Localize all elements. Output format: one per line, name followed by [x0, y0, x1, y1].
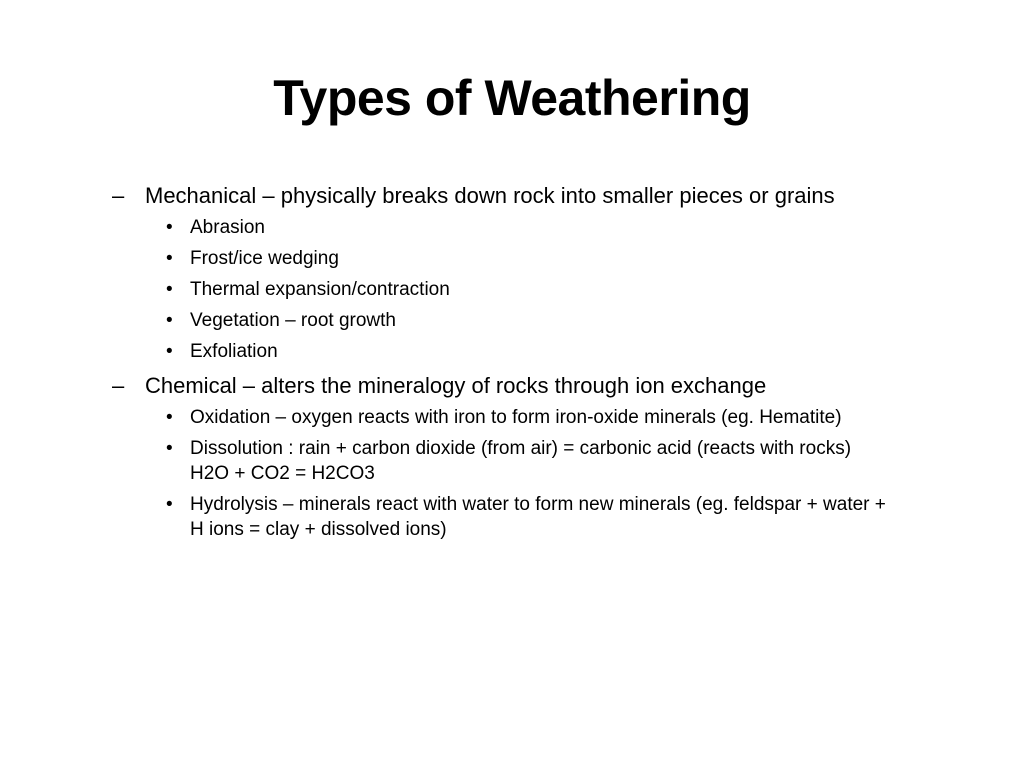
list-item-text: Vegetation – root growth: [190, 310, 396, 331]
list-item: [112, 492, 890, 542]
bullet-marker: •: [166, 248, 173, 269]
list-item-text: Dissolution : rain + carbon dioxide (from air) = carbonic acid (reacts with rocks) H2O + CO2 = H2CO3: [190, 438, 852, 484]
dash-marker: –: [112, 373, 125, 398]
list-item: [112, 308, 890, 333]
list-item: [112, 436, 890, 486]
list-item-text: Hydrolysis – minerals react with water to form new minerals (eg. feldspar + water + H ions = clay + dissolved ions): [190, 494, 886, 540]
section-heading-chemical: [112, 370, 982, 401]
slide-title: Types of Weathering: [273, 70, 751, 126]
section-heading-text: Mechanical – physically breaks down rock into smaller pieces or grains: [145, 183, 835, 208]
list-item: [112, 339, 890, 364]
bullet-marker: •: [166, 341, 173, 362]
list-item-text: Frost/ice wedging: [190, 248, 339, 269]
list-item: [112, 246, 890, 271]
bullet-marker: •: [166, 279, 173, 300]
list-item: [112, 405, 890, 430]
list-item-text: Exfoliation: [190, 341, 278, 362]
dash-marker: –: [112, 183, 125, 208]
section-chemical: [112, 370, 982, 542]
list-item-text: Oxidation – oxygen reacts with iron to form iron-oxide minerals (eg. Hematite): [190, 407, 842, 428]
bullet-marker: •: [166, 310, 173, 331]
bullet-marker: •: [166, 217, 173, 238]
bullet-marker: •: [166, 494, 173, 515]
list-item-text: Thermal expansion/contraction: [190, 279, 450, 300]
mechanical-list: [112, 215, 982, 364]
list-item: [112, 277, 890, 302]
slide-content: [112, 180, 982, 548]
chemical-list: [112, 405, 982, 542]
section-mechanical: [112, 180, 982, 364]
bullet-marker: •: [166, 438, 173, 459]
section-heading-text: Chemical – alters the mineralogy of rocks through ion exchange: [145, 373, 767, 398]
section-heading-mechanical: [112, 180, 982, 211]
list-item-text: Abrasion: [190, 217, 265, 238]
list-item: [112, 215, 890, 240]
bullet-marker: •: [166, 407, 173, 428]
